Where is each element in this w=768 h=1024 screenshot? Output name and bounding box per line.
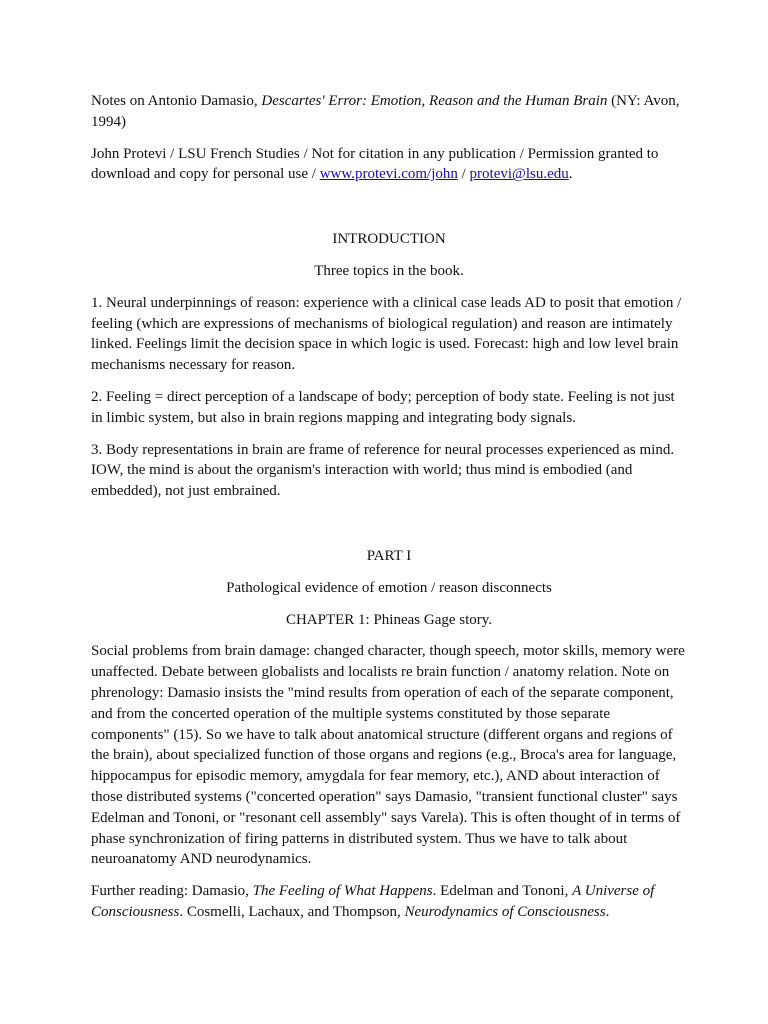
notes-title-line	[91, 91, 687, 133]
introduction-subheading: Three topics in the book.	[314, 262, 464, 279]
link-separator: /	[457, 166, 470, 183]
part-subheading: Pathological evidence of emotion / reason disconnects	[226, 579, 552, 596]
further-reading-mid-1: . Edelman and Tononi,	[432, 883, 573, 900]
email-link[interactable]: protevi@lsu.edu	[469, 166, 569, 183]
author-text: John Protevi / LSU French Studies / Not for citation in any publication / Permission granted to download and copy for personal use /	[91, 145, 659, 183]
further-reading-prefix: Further reading: Damasio,	[91, 883, 253, 900]
further-reading-mid-2: . Cosmelli, Lachaux, and Thompson,	[179, 903, 405, 920]
reading-title-3: Neurodynamics of Consciousness	[404, 903, 606, 920]
reading-title-2: A Universe of Consciousness	[91, 883, 655, 920]
part-heading: PART I	[366, 547, 412, 564]
chapter-body: Social problems from brain damage: changed character, though speech, motor skills, memory were unaffected. Debate between globalists and localists re brain function / anatomy relation. Note on phrenology: Damasio insists the "mind results from operation of each of the separate component, and from the concerted operation of the multiple systems constituted by those separate components" (15). So we have to talk about anatomical structure (different organs and regions of the brain), about specialized function of those organs and regions (e.g., Broca's area for language, hippocampus for episodic memory, amygdala for fear memory, etc.), AND about interaction of those distributed systems ("concerted operation" says Damasio, "transient functional cluster" says Edelman and Tononi, or "resonant cell assembly" says Varela). This is often thought of in terms of phase synchronization of firing patterns in distributed system. Thus we have to talk about neuroanatomy AND neurodynamics.	[91, 643, 685, 868]
reading-title-1: The Feeling of What Happens	[252, 883, 433, 900]
notes-suffix: (NY: Avon, 1994)	[91, 93, 680, 130]
book-title: Descartes' Error: Emotion, Reason and the Human Brain	[261, 93, 608, 109]
introduction-heading: INTRODUCTION	[332, 231, 446, 248]
website-link[interactable]: www.protevi.com/john	[319, 166, 458, 183]
topic-item-2: 2. Feeling = direct perception of a landscape of body; perception of body state. Feeling is not just in limbic system, but also in brain regions mapping and integrating body signals.	[91, 388, 675, 426]
topic-item-3: 3. Body representations in brain are frame of reference for neural processes experienced as mind. IOW, the mind is about the organism's interaction with world; thus mind is embodied (and embedded), not just embrained.	[91, 441, 675, 500]
topic-item-1: 1. Neural underpinnings of reason: experience with a clinical case leads AD to posit that emotion / feeling (which are expressions of mechanisms of biological regulation) and reason are intimately linked. Feelings limit the decision space in which logic is used. Forecast: high and low level brain mechanisms necessary for reason.	[91, 294, 682, 374]
author-line	[91, 144, 687, 186]
further-reading	[91, 881, 687, 923]
notes-prefix: Notes on Antonio Damasio,	[91, 93, 262, 109]
document-page	[91, 91, 687, 934]
chapter-heading: CHAPTER 1: Phineas Gage story.	[285, 611, 493, 628]
end-period: .	[568, 166, 573, 183]
further-reading-end: .	[605, 903, 610, 920]
